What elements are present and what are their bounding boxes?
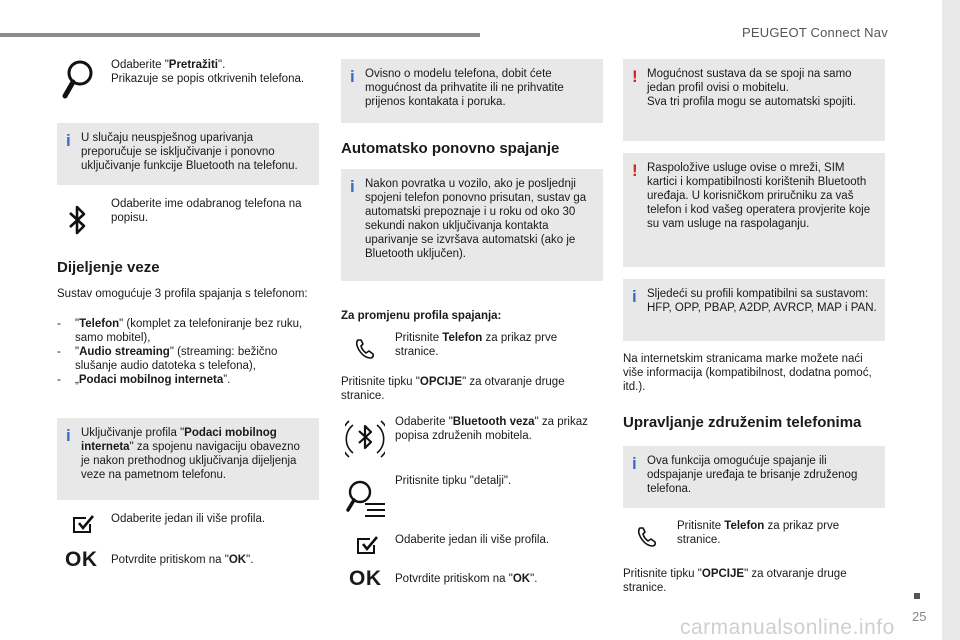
step-bluetooth-list: Odaberite "Bluetooth veza" za prikaz popisa združenih mobitela. xyxy=(341,415,603,463)
info-model-text: Ovisno o modelu telefona, dobit ćete mogućnost da prihvatite ili ne prihvatite prijenos kontakata i poruka. xyxy=(365,68,564,108)
warning-icon: ! xyxy=(632,161,638,180)
info-pairing-text: U slučaju neuspješnog uparivanja preporučuje se isključivanje i ponovno uključivanje funkcije Bluetooth na telefonu. xyxy=(81,132,298,172)
side-tab-strip xyxy=(942,0,960,640)
info-profiles-text: Sljedeći su profili kompatibilni sa sustavom: HFP, OPP, PBAP, A2DP, AVRCP, MAP i PAN. xyxy=(647,288,877,314)
ok-icon: OK xyxy=(349,567,382,590)
step-phone-3: Pritisnite Telefon za prikaz prve stranice. xyxy=(623,519,885,555)
list-item: - "Audio streaming" (streaming: bežično slušanje audio datoteka s telefona), xyxy=(57,346,278,372)
bluetooth-icon xyxy=(67,203,89,237)
warn-one-text: Mogućnost sustava da se spoji na samo jedan profil ovisi o mobitelu. Sva tri profila mogu se automatski spojiti. xyxy=(647,68,857,108)
options-para-3: Pritisnite tipku "OPCIJE" za otvaranje druge stranice. xyxy=(623,568,847,594)
info-auto-text: Nakon povratka u vozilo, ako je posljednji spojeni telefon ponovno prisutan, sustav ga automatski prepoznaje i u roku od oko 30 sekundi nakon uključivanja kontakta uparivanje se izvršava automatski (ako je Bluetooth uključen). xyxy=(365,178,587,260)
info-box-manage xyxy=(623,446,885,508)
list-item: - "Telefon" (komplet za telefoniranje bez ruku, samo mobitel), xyxy=(57,318,303,344)
step-confirm: OK Potvrdite pritiskom na "OK". xyxy=(65,548,254,571)
checkbox-icon xyxy=(355,535,379,557)
section-title-manage: Upravljanje združenim telefonima xyxy=(623,414,862,431)
step-profiles-2 xyxy=(341,533,603,563)
checkbox-icon xyxy=(71,514,95,536)
profile-list xyxy=(57,317,319,387)
info-box-model xyxy=(341,59,603,123)
step-search-pre: Odaberite " xyxy=(111,59,169,71)
step-phone: Pritisnite Telefon za prikaz prve stranice. xyxy=(341,331,603,367)
phone-icon xyxy=(635,525,659,549)
list-item: - „Podaci mobilnog interneta”. xyxy=(57,374,231,386)
step-select-name-text: Odaberite ime odabranog telefona na popisu. xyxy=(111,198,302,224)
page-number: 25 xyxy=(912,609,927,624)
step-search-line2: Prikazuje se popis otkrivenih telefona. xyxy=(111,73,305,85)
warning-icon: ! xyxy=(632,67,638,86)
options-para: Pritisnite tipku "OPCIJE" za otvaranje druge stranice. xyxy=(341,376,565,402)
sharing-intro: Sustav omogućuje 3 profila spajanja s telefonom: xyxy=(57,288,308,300)
info-manage-text: Ova funkcija omogućuje spajanje ili odspajanje uređaja te brisanje združenog telefona. xyxy=(647,455,858,495)
info-box-auto xyxy=(341,169,603,281)
step-profiles xyxy=(57,512,319,542)
search-icon xyxy=(61,58,97,102)
change-profile-title: Za promjenu profila spajanja: xyxy=(341,310,502,322)
ok-icon: OK xyxy=(65,548,98,571)
step-details-text: Pritisnite tipku "detalji". xyxy=(395,475,512,487)
header-rule xyxy=(0,33,480,37)
info-box-data: i Uključivanje profila "Podaci mobilnog interneta" za spojenu navigaciju obavezno je nakon prethodnog uključivanja dijeljenja veze na pametnom telefonu. xyxy=(57,418,319,500)
page-marker xyxy=(914,593,920,599)
step-search-post: ". xyxy=(218,59,226,71)
info-icon: i xyxy=(66,426,71,445)
info-icon: i xyxy=(350,177,355,196)
step-profiles-text: Odaberite jedan ili više profila. xyxy=(111,513,266,525)
warning-box-services xyxy=(623,153,885,267)
info-box-profiles xyxy=(623,279,885,341)
info-icon: i xyxy=(350,67,355,86)
step-search xyxy=(57,58,319,108)
step-confirm-2: OK Potvrdite pritiskom na "OK". xyxy=(349,567,538,590)
step-details xyxy=(341,474,603,518)
info-box-pairing xyxy=(57,123,319,185)
section-title-reconnect: Automatsko ponovno spajanje xyxy=(341,140,560,157)
web-para: Na internetskim stranicama marke možete naći više informacija (kompatibilnost, dodatna pomoć, itd.). xyxy=(623,353,872,393)
warning-box-one-profile xyxy=(623,59,885,141)
step-search-bold: Pretražiti xyxy=(168,59,218,71)
info-icon: i xyxy=(632,454,637,473)
section-title-sharing: Dijeljenje veze xyxy=(57,259,160,276)
details-icon xyxy=(345,478,387,520)
page-header-title: PEUGEOT Connect Nav xyxy=(742,25,888,40)
watermark-text: carmanualsonline.info xyxy=(680,616,895,639)
info-icon: i xyxy=(66,131,71,150)
step-profiles-2-text: Odaberite jedan ili više profila. xyxy=(395,534,550,546)
info-icon: i xyxy=(632,287,637,306)
bluetooth-connection-icon xyxy=(345,417,385,461)
warn-services-text: Raspoložive usluge ovise o mreži, SIM kartici i kompatibilnosti korištenih Bluetooth uređaja. U korisničkom priručniku za vaš telefon i kod vašeg operatera provjerite koje su vam usluge na raspolaganju. xyxy=(647,162,871,230)
phone-icon xyxy=(353,337,377,361)
step-select-name xyxy=(57,197,319,241)
